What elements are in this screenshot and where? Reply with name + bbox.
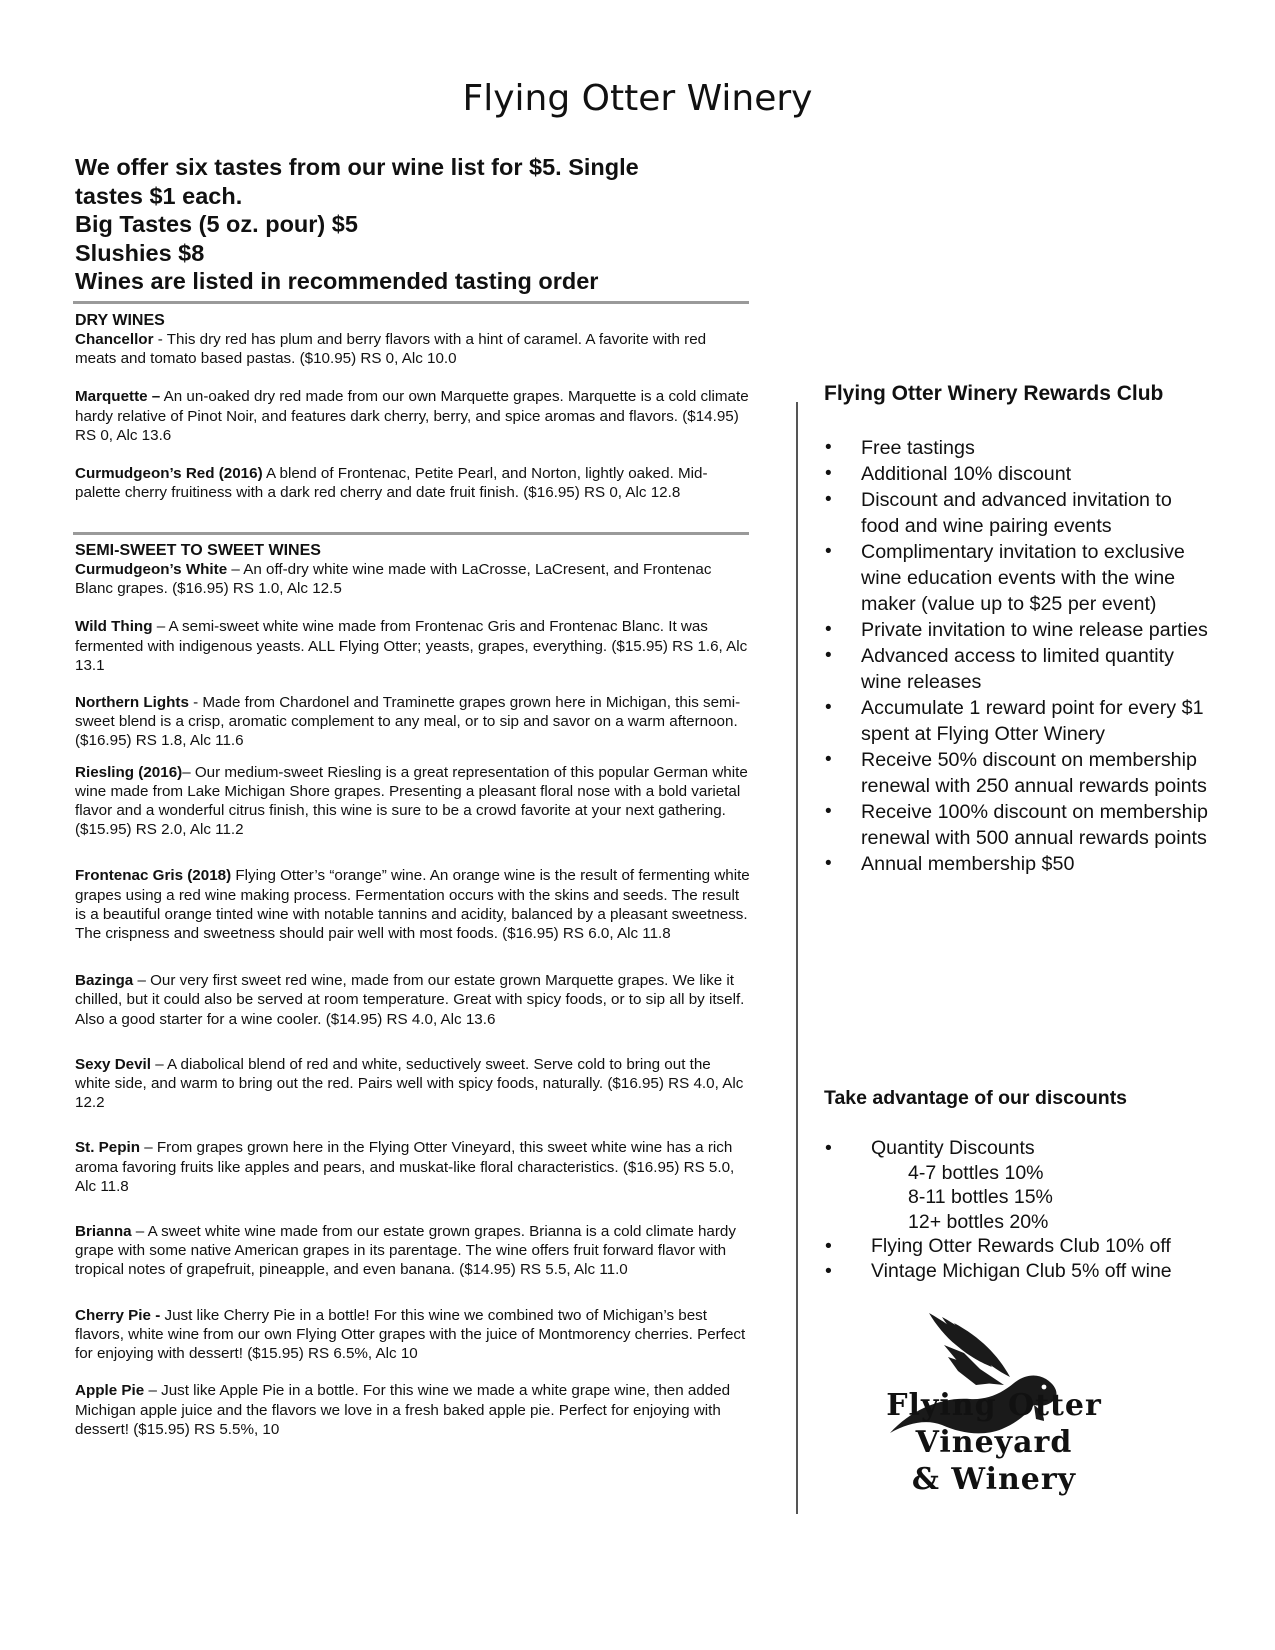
wine-entry: [75, 1055, 750, 1113]
wine-name: Wild Thing: [75, 618, 153, 636]
wine-name: Bazinga: [75, 972, 134, 990]
intro-line: Slushies $8: [75, 239, 205, 266]
list-item: • Complimentary invitation to exclusive wine education events with the wine maker (value up to $25 per event): [824, 539, 1214, 617]
wine-description: – A semi-sweet white wine made from Frontenac Gris and Frontenac Blanc. It was fermented with indigenous yeasts. ALL Flying Otter; yeasts, grapes, everything. ($15.95) RS 1.6, Alc 13.1: [75, 618, 748, 674]
wine-entry: [75, 693, 750, 751]
wine-name: Sexy Devil: [75, 1055, 151, 1073]
wine-name: Riesling (2016): [75, 763, 183, 781]
section-divider: [73, 532, 749, 535]
wine-name: Cherry Pie -: [75, 1306, 161, 1324]
list-item: • Vintage Michigan Club 5% off wine: [824, 1259, 1214, 1284]
list-item: • Accumulate 1 reward point for every $1 spent at Flying Otter Winery: [824, 695, 1214, 747]
wine-name: St. Pepin: [75, 1139, 140, 1157]
page-title: Flying Otter Winery: [462, 78, 813, 119]
wine-name: Curmudgeon’s White: [75, 561, 228, 578]
discounts-title: Take advantage of our discounts: [824, 1087, 1128, 1109]
column-divider: [796, 402, 798, 1514]
list-item: • Private invitation to wine release parties: [824, 617, 1214, 643]
list-item: • Receive 50% discount on membership renewal with 250 annual rewards points: [824, 747, 1214, 799]
wine-description: - This dry red has plum and berry flavors with a hint of caramel. A favorite with red meats and tomato based pastas. ($10.95) RS 0, Alc 10.0: [75, 331, 707, 368]
sweet-wines-section: [75, 541, 750, 1439]
list-item: • Receive 100% discount on membership renewal with 500 annual rewards points: [824, 799, 1214, 851]
wine-name: Chancellor: [75, 331, 154, 348]
wine-description: – A sweet white wine made from our estate grown grapes. Brianna is a cold climate hardy grape with some native American grapes in its parentage. The wine offers fruit forward flavor with tropical notes of grapefruit, pineapple, and even banana. ($14.95) RS 5.5, Alc 11.0: [75, 1223, 736, 1279]
wine-description: – Our medium-sweet Riesling is a great representation of this popular German white wine made from Lake Michigan Shore grapes. Presenting a pleasant floral nose with a bold varietal flavor and a wonderful citrus finish, this wine is sure to be a crowd favorite at your next gathering. ($15.95) RS 2.0, Alc 11.2: [75, 763, 748, 839]
wine-description: Just like Cherry Pie in a bottle! For this wine we combined two of Michigan’s best flavors, white wine from our own Flying Otter grapes with the juice of Montmorency cherries. Perfect for enjoying with dessert! ($15.95) RS 6.5%, Alc 10: [75, 1306, 746, 1363]
wine-entry: [75, 763, 750, 840]
list-item: • Discount and advanced invitation to food and wine pairing events: [824, 487, 1214, 539]
dry-wines-heading: DRY WINES: [75, 312, 165, 329]
list-item: [824, 1136, 1214, 1234]
rewards-benefits-list: [824, 435, 1214, 877]
wine-description: – From grapes grown here in the Flying Otter Vineyard, this sweet white wine has a rich aroma favoring fruits like apples and pears, and muskat-like floral characteristics. ($16.95) RS 5.0, Alc 11.8: [75, 1139, 735, 1195]
wine-description: – Our very first sweet red wine, made from our estate grown Marquette grapes. We like it chilled, but it could also be served at room temperature. Great with spicy foods, or to sip all by itself. Also a good starter for a wine cooler. ($14.95) RS 4.0, Alc 13.6: [75, 972, 745, 1028]
wine-name: Marquette –: [75, 388, 161, 406]
list-item: • Annual membership $50: [824, 851, 1214, 877]
intro-line: tastes $1 each.: [75, 182, 243, 209]
quantity-discounts-label: Quantity Discounts: [871, 1137, 1035, 1159]
wine-entry: [75, 330, 750, 368]
tier-item: 12+ bottles 20%: [908, 1210, 1049, 1233]
logo-line-2: Vineyard: [915, 1425, 1073, 1460]
wine-entry: [75, 464, 750, 502]
wine-description: – Just like Apple Pie in a bottle. For this wine we made a white grape wine, then added Michigan apple juice and the flavors we love in a fresh baked apple pie. Perfect for enjoying with dessert! ($15.95) RS 5.5%, 10: [75, 1382, 731, 1438]
list-item: • Flying Otter Rewards Club 10% off: [824, 1234, 1214, 1259]
wine-name: Frontenac Gris (2018): [75, 867, 232, 885]
wine-description: A blend of Frontenac, Petite Pearl, and Norton, lightly oaked. Mid-palette cherry fruitiness with a dark red cherry and date fruit finish. ($16.95) RS 0, Alc 12.8: [75, 465, 708, 502]
wine-entry: [75, 617, 750, 675]
section-divider: [73, 301, 749, 304]
rewards-club-title: Flying Otter Winery Rewards Club: [824, 382, 1164, 405]
tier-item: 8-11 bottles 15%: [908, 1186, 1053, 1208]
discounts-list: [824, 1136, 1214, 1283]
wine-description: – An off-dry white wine made with LaCrosse, LaCresent, and Frontenac Blanc grapes. ($16.95) RS 1.0, Alc 12.5: [75, 561, 712, 598]
wine-entry: [75, 1222, 750, 1280]
intro-line: Big Tastes (5 oz. pour) $5: [75, 211, 358, 237]
wine-entry: [75, 1381, 750, 1439]
wine-entry: [75, 1306, 750, 1364]
wine-description: Flying Otter’s “orange” wine. An orange wine is the result of fermenting white grapes using a red wine making process. Fermentation occurs with the skins and seeds. The result is a beautiful orange tinted wine with notable tannins and acidity, balanced by a pleasant sweetness. The crispness and sweetness should pair well with most foods. ($16.95) RS 6.0, Alc 11.8: [75, 867, 750, 943]
wine-name: Apple Pie: [75, 1382, 145, 1400]
quantity-tiers: [871, 1161, 1214, 1235]
logo-line-1: Flying Otter: [886, 1388, 1102, 1423]
sweet-wines-heading: SEMI-SWEET TO SWEET WINES: [75, 542, 321, 559]
wine-name: Northern Lights: [75, 694, 189, 712]
wine-entry: [75, 1138, 750, 1196]
wine-description: An un-oaked dry red made from our own Marquette grapes. Marquette is a cold climate hardy relative of Pinot Noir, and features dark cherry, berry, and spice aromas and flavors. ($14.95) RS 0, Alc 13.6: [75, 388, 749, 444]
wine-description: - Made from Chardonel and Traminette grapes grown here in Michigan, this semi-sweet blend is a crisp, aromatic complement to any meal, or to sip and savor on a warm afternoon. ($16.95) RS 1.8, Alc 11.6: [75, 694, 741, 750]
intro-line: Wines are listed in recommended tasting order: [75, 268, 599, 294]
wine-entry: [75, 971, 750, 1029]
tier-item: 4-7 bottles 10%: [908, 1161, 1044, 1184]
wine-entry: [75, 387, 750, 445]
wine-entry: [75, 866, 750, 943]
wine-name: Brianna: [75, 1223, 132, 1241]
wine-entry: [75, 560, 750, 598]
intro-line: We offer six tastes from our wine list for $5. Single: [75, 154, 639, 180]
wine-description: – A diabolical blend of red and white, seductively sweet. Serve cold to bring out the white side, and warm to bring out the red. Pairs well with spicy foods, naturally. ($16.95) RS 4.0, Alc 12.2: [75, 1055, 744, 1112]
logo-line-3: & Winery: [911, 1462, 1077, 1497]
tasting-intro: [75, 153, 735, 296]
wine-name: Curmudgeon’s Red (2016): [75, 465, 263, 483]
list-item: • Advanced access to limited quantity wine releases: [824, 643, 1214, 695]
dry-wines-section: [75, 311, 750, 502]
list-item: • Additional 10% discount: [824, 461, 1214, 487]
list-item: • Free tastings: [824, 435, 1214, 461]
